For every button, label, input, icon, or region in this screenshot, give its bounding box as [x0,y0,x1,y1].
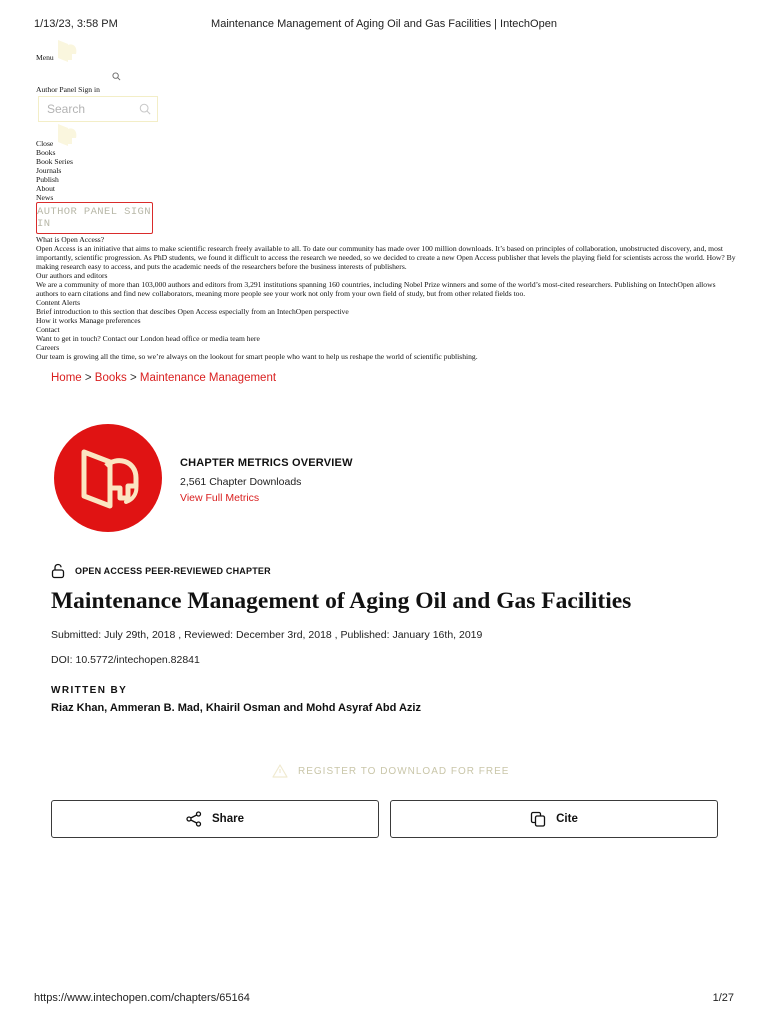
search-box[interactable] [38,96,158,122]
nav-item-journals[interactable]: Journals [36,166,62,175]
register-to-download-label: REGISTER TO DOWNLOAD FOR FREE [298,765,510,777]
content-alerts-heading[interactable]: Content Alerts [36,298,81,307]
print-page-number: 1/27 [712,992,734,1004]
elephant-logo-icon [80,448,140,510]
intechopen-brand-logo [54,424,162,532]
print-url: https://www.intechopen.com/chapters/65164 [34,992,250,1004]
breadcrumb-home[interactable]: Home [51,372,82,384]
intechopen-logo-icon[interactable] [56,38,78,64]
close-menu-button[interactable]: Close [36,139,54,148]
open-access-text: Open Access is an initiative that aims to make scientific research freely available to all. To date our community has made over 100 million downloads. It’s based on principles of collaboration, unobstructed discovery, and, most importantly, scientific progression. As PhD students, we found it difficult to access the research we needed, so we decided to create a new Open Access publisher that levels the playing field for scientists across the world. How? By making research easy to access, and puts the academic needs of the researchers before the business interests of publishers. [36,244,736,271]
nav-item-books[interactable]: Books [36,148,56,157]
nav-item-news[interactable]: News [36,193,54,202]
contact-text: Want to get in touch? Contact our London head office or media team here [36,334,260,343]
author-panel-sign-in-link[interactable]: Author Panel Sign in [36,85,100,94]
search-icon[interactable] [139,102,151,116]
cite-label: Cite [556,813,578,825]
chapter-authors[interactable]: Riaz Khan, Ammeran B. Mad, Khairil Osman and Mohd Asyraf Abd Aziz [51,702,421,714]
nav-menu [36,139,73,202]
author-panel-sign-in-button[interactable]: AUTHOR PANEL SIGN IN [36,202,153,234]
warning-icon [272,764,288,778]
register-to-download-button[interactable] [272,762,509,780]
open-access-label: OPEN ACCESS PEER-REVIEWED CHAPTER [75,566,271,576]
search-input[interactable] [45,101,139,117]
how-it-works-links[interactable]: How it works Manage preferences [36,316,141,325]
menu-button[interactable]: Menu [36,53,54,62]
share-label: Share [212,813,244,825]
share-button[interactable] [51,800,379,838]
print-page-title: Maintenance Management of Aging Oil and Gas Facilities | IntechOpen [211,18,557,30]
breadcrumb-books[interactable]: Books [94,372,127,384]
print-datetime: 1/13/23, 3:58 PM [34,18,118,30]
search-icon[interactable] [112,72,121,81]
careers-heading[interactable]: Careers [36,343,60,352]
chapter-doi[interactable]: DOI: 10.5772/intechopen.82841 [51,654,200,666]
breadcrumb [51,372,276,384]
chapter-title: Maintenance Management of Aging Oil and Gas Facilities [51,588,632,614]
share-icon [186,811,202,827]
authors-text: We are a community of more than 103,000 authors and editors from 3,291 institutions spanning 160 countries, including Nobel Prize winners and some of the world’s most-cited researchers. Publishing on IntechOpen allows authors to earn citations and find new collaborators, meaning more people see your work not only from your own field of study, but from other related fields too. [36,280,716,298]
breadcrumb-current[interactable]: Maintenance Management [139,372,277,384]
info-panel [36,235,736,361]
careers-text: Our team is growing all the time, so we’re always on the lookout for smart people who want to help us reshape the world of scientific publishing. [36,352,478,361]
chapter-dates: Submitted: July 29th, 2018 , Reviewed: December 3rd, 2018 , Published: January 16th, 2019 [51,629,483,641]
written-by-label: WRITTEN BY [51,685,128,696]
chapter-metrics-title: CHAPTER METRICS OVERVIEW [180,457,353,469]
cite-button[interactable] [390,800,718,838]
nav-item-about[interactable]: About [36,184,55,193]
chapter-downloads-count: 2,561 Chapter Downloads [180,476,302,488]
contact-heading[interactable]: Contact [36,325,60,334]
nav-item-publish[interactable]: Publish [36,175,59,184]
open-access-heading[interactable]: What is Open Access? [36,235,105,244]
breadcrumb-separator: > [126,372,140,384]
nav-item-book-series[interactable]: Book Series [36,157,73,166]
copy-icon [530,811,546,827]
breadcrumb-separator: > [81,372,95,384]
authors-heading[interactable]: Our authors and editors [36,271,108,280]
view-full-metrics-link[interactable]: View Full Metrics [180,492,260,504]
lock-open-icon [51,563,65,579]
content-alerts-text: Brief introduction to this section that descibes Open Access especially from an IntechOpen perspective [36,307,349,316]
